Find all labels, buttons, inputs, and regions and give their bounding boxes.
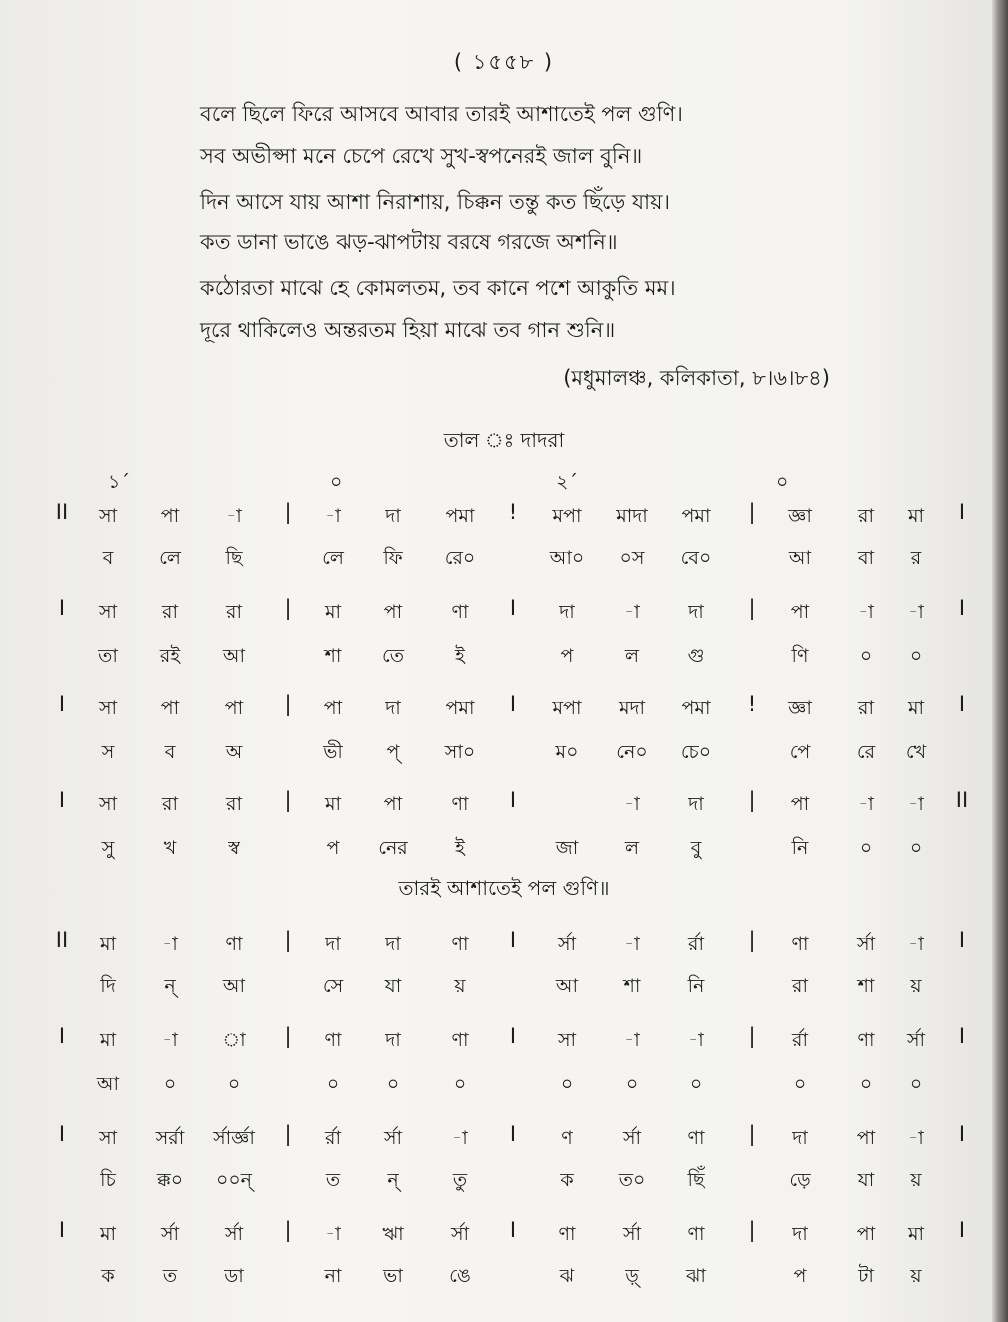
swara-note: -া <box>162 933 178 955</box>
swara-note: র্রা <box>792 1029 808 1051</box>
swara-note: পা <box>224 697 244 719</box>
lyric-syllable: জা <box>555 837 579 859</box>
lyric-syllable: প <box>560 645 574 667</box>
lyric-syllable: পে <box>789 741 811 763</box>
lyric-syllable: আ <box>788 547 812 569</box>
lyric-syllable: ডা <box>224 1265 244 1287</box>
lyric-syllable: দি <box>100 975 116 997</box>
verse-line: বলে ছিলে ফিরে আসবে আবার তারই আশাতেই পল গুণি। <box>200 102 683 126</box>
taal-marks <box>0 468 1008 492</box>
swara-note: সা <box>98 1127 118 1149</box>
lyric-syllable: ভী <box>323 741 343 763</box>
lyric-syllable: ই <box>455 645 465 667</box>
lyric-syllable: রে <box>856 741 876 763</box>
barline: ! <box>508 500 518 524</box>
lyric-syllable: স <box>101 741 115 763</box>
lyric-syllable: আ <box>222 645 246 667</box>
barline-start: I <box>58 596 66 620</box>
swara-note: রা <box>162 601 178 623</box>
lyric-syllable: ব <box>164 741 176 763</box>
lyric-syllable: ০ <box>689 1073 703 1095</box>
verse-line: কঠোরতা মাঝে হে কোমলতম, তব কানে পশে আকুতি মম। <box>200 276 676 300</box>
verse-line: দিন আসে যায় আশা নিরাশায়, চিক্কন তন্তু কত ছিঁড়ে যায়। <box>200 190 671 214</box>
lyric-syllable: য় <box>910 1169 922 1191</box>
barline-end: II <box>955 788 969 812</box>
lyric-syllable: বা <box>857 547 875 569</box>
verse-line: কত ডানা ভাঙে ঝড়-ঝাপটায় বরষে গরজে অশনি॥ <box>200 230 618 254</box>
lyric-syllable: নি <box>687 975 705 997</box>
swara-note: র্সা <box>450 1223 470 1245</box>
lyric-syllable: ঝ <box>559 1265 575 1287</box>
swara-note: মপা <box>552 505 582 527</box>
lyric-syllable: ক্ক০ <box>156 1169 184 1191</box>
swara-note: -া <box>908 1127 924 1149</box>
swara-note: দা <box>688 601 704 623</box>
swara-note: রা <box>226 601 242 623</box>
swara-note: মপা <box>552 697 582 719</box>
refrain-line: তারই আশাতেই পল গুণি॥ <box>398 876 610 900</box>
swara-note: পা <box>160 505 180 527</box>
barline: | <box>284 788 292 812</box>
lyric-syllable: ০ <box>859 645 873 667</box>
swara-note: মা <box>99 1223 117 1245</box>
lyric-syllable: ০ <box>909 645 923 667</box>
swara-note: জ্ঞা <box>788 505 812 527</box>
swara-note: ণা <box>857 1029 875 1051</box>
swara-note: র্সার্জ্ঞা <box>213 1127 255 1149</box>
swara-note: র্সা <box>383 1127 403 1149</box>
swara-note: র্সা <box>622 1223 642 1245</box>
swara-note: র্সা <box>906 1029 926 1051</box>
barline: I <box>509 596 517 620</box>
lyric-syllable: প <box>793 1265 807 1287</box>
swara-note: -া <box>908 793 924 815</box>
barline-end: I <box>958 1218 966 1242</box>
swara-note: র্সা <box>622 1127 642 1149</box>
swara-note: -া <box>908 933 924 955</box>
swara-note: সা <box>98 793 118 815</box>
lyric-syllable: ল <box>624 837 640 859</box>
barline: I <box>509 692 517 716</box>
taal-mark: ০ <box>776 471 789 493</box>
barline: I <box>509 1024 517 1048</box>
lyric-syllable: ০ <box>560 1073 574 1095</box>
swara-note: পমা <box>681 697 711 719</box>
swara-note: দা <box>385 697 401 719</box>
lyric-syllable: ০ <box>793 1073 807 1095</box>
swara-note: দা <box>385 505 401 527</box>
swara-note: সা <box>98 601 118 623</box>
barline-end: I <box>958 692 966 716</box>
swara-note: ঋা <box>382 1223 404 1245</box>
lyric-syllable: টা <box>858 1265 874 1287</box>
lyric-syllable: র <box>910 547 922 569</box>
barline: | <box>748 1024 756 1048</box>
swara-note: সা <box>98 697 118 719</box>
swara-note: ণা <box>451 601 469 623</box>
swara-note: দা <box>792 1127 808 1149</box>
swara-note: দা <box>559 601 575 623</box>
swara-note: মা <box>99 933 117 955</box>
swara-note: পা <box>790 601 810 623</box>
barline-start: I <box>58 1218 66 1242</box>
taal-heading: তাল ঃ দাদরা <box>443 428 565 452</box>
lyric-syllable: নি <box>791 837 809 859</box>
lyric-syllable: ০ <box>326 1073 340 1095</box>
swara-note: সর্রা <box>155 1127 185 1149</box>
barline: | <box>284 692 292 716</box>
lyric-syllable: ০ <box>909 837 923 859</box>
lyric-syllable: আ০ <box>549 547 585 569</box>
lyric-syllable: আ <box>555 975 579 997</box>
lyric-syllable: ফি <box>383 547 403 569</box>
swara-note: রা <box>162 793 178 815</box>
lyric-syllable: ০ <box>859 837 873 859</box>
swara-note: মা <box>907 1223 925 1245</box>
lyric-syllable: শা <box>324 645 342 667</box>
swara-note: -া <box>858 601 874 623</box>
barline-end: I <box>958 596 966 620</box>
swara-note: ণা <box>451 933 469 955</box>
swara-note: -া <box>624 601 640 623</box>
verse-line: দূরে থাকিলেও অন্তরতম হিয়া মাঝে তব গান শুনি॥ <box>200 318 616 342</box>
swara-note: -া <box>226 505 242 527</box>
barline: | <box>748 928 756 952</box>
barline: | <box>748 500 756 524</box>
swara-note: মা <box>907 505 925 527</box>
lyric-syllable: না <box>324 1265 342 1287</box>
lyric-syllable: চে০ <box>680 741 712 763</box>
swara-note: -া <box>624 1029 640 1051</box>
barline: | <box>284 928 292 952</box>
lyric-syllable: রে০ <box>444 547 476 569</box>
barline: | <box>284 1024 292 1048</box>
lyric-syllable: ত <box>162 1265 178 1287</box>
swara-note: মা <box>907 697 925 719</box>
swara-note: র্সা <box>224 1223 244 1245</box>
barline: ! <box>747 692 757 716</box>
lyric-syllable: ব <box>102 547 114 569</box>
lyric-syllable: ত০ <box>618 1169 646 1191</box>
lyric-syllable: সা০ <box>444 741 476 763</box>
lyric-syllable: গু <box>687 645 705 667</box>
lyric-syllable: সে <box>322 975 344 997</box>
lyric-syllable: ০০ন্ <box>215 1169 253 1191</box>
swara-note: দা <box>385 1029 401 1051</box>
swara-note: দা <box>325 933 341 955</box>
lyric-syllable: ক <box>101 1265 115 1287</box>
swara-note: জ্ঞা <box>788 697 812 719</box>
lyric-syllable: প্ <box>386 741 400 763</box>
swara-note: দা <box>792 1223 808 1245</box>
swara-note: পা <box>160 697 180 719</box>
taal-mark: ০ <box>330 471 343 493</box>
swara-note: -া <box>908 601 924 623</box>
swara-note: া <box>222 1029 246 1051</box>
lyric-syllable: ড়্ <box>625 1265 639 1287</box>
lyric-syllable: রা <box>792 975 808 997</box>
swara-note: -া <box>624 793 640 815</box>
swara-note: পা <box>856 1223 876 1245</box>
lyric-syllable: খ <box>163 837 177 859</box>
swara-note: পমা <box>681 505 711 527</box>
swara-note: সা <box>557 1029 577 1051</box>
swara-note: ণা <box>687 1223 705 1245</box>
swara-note: দা <box>688 793 704 815</box>
lyric-syllable: ম০ <box>555 741 579 763</box>
swara-note: র্সা <box>856 933 876 955</box>
swara-note: পা <box>856 1127 876 1149</box>
swara-note: র্সা <box>160 1223 180 1245</box>
lyric-syllable: লে <box>322 547 344 569</box>
swara-note: ণ <box>561 1127 573 1149</box>
lyric-syllable: য় <box>454 975 466 997</box>
barline: | <box>748 1122 756 1146</box>
lyric-syllable: অ <box>225 741 243 763</box>
lyric-syllable: ০ <box>625 1073 639 1095</box>
swara-note: ণা <box>225 933 243 955</box>
swara-note: রা <box>226 793 242 815</box>
barline-start: I <box>58 1122 66 1146</box>
lyric-syllable: যা <box>384 975 402 997</box>
barline: | <box>284 1218 292 1242</box>
lyric-syllable: সু <box>101 837 115 859</box>
lyric-syllable: স্ব <box>228 837 240 859</box>
lyric-syllable: ০ <box>386 1073 400 1095</box>
barline: I <box>509 928 517 952</box>
lyric-syllable: ক <box>560 1169 574 1191</box>
lyric-syllable: ০ <box>163 1073 177 1095</box>
swara-note: ণা <box>324 1029 342 1051</box>
swara-note: রা <box>858 505 874 527</box>
lyric-syllable: প <box>326 837 340 859</box>
swara-note: ণা <box>687 1127 705 1149</box>
barline-start: I <box>58 788 66 812</box>
lyric-syllable: আ <box>222 975 246 997</box>
swara-note: পা <box>383 601 403 623</box>
lyric-syllable: ঙে <box>449 1265 471 1287</box>
verse-line: সব অভীপ্সা মনে চেপে রেখে সুখ-স্বপনেরই জাল বুনি॥ <box>200 144 643 168</box>
barline: | <box>748 788 756 812</box>
barline-end: I <box>958 1122 966 1146</box>
barline-end: I <box>958 928 966 952</box>
lyric-syllable: বু <box>690 837 702 859</box>
lyric-syllable: শা <box>623 975 641 997</box>
swara-note: -া <box>688 1029 704 1051</box>
swara-note: সা <box>98 505 118 527</box>
lyric-syllable: ০ <box>227 1073 241 1095</box>
lyric-syllable: ঝা <box>686 1265 706 1287</box>
swara-note: -া <box>325 1223 341 1245</box>
lyric-syllable: ০স <box>619 547 645 569</box>
swara-note: মাদা <box>616 505 648 527</box>
swara-note: -া <box>858 793 874 815</box>
lyric-syllable: ন্ <box>164 975 176 997</box>
barline: | <box>748 1218 756 1242</box>
lyric-syllable: য় <box>910 975 922 997</box>
swara-note: -া <box>162 1029 178 1051</box>
lyric-syllable: তু <box>452 1169 468 1191</box>
lyric-syllable: ভা <box>383 1265 403 1287</box>
lyric-syllable: ড়ে <box>789 1169 811 1191</box>
barline: | <box>284 500 292 524</box>
lyric-syllable: নে০ <box>616 741 648 763</box>
swara-note: পমা <box>445 697 475 719</box>
lyric-syllable: বে০ <box>680 547 712 569</box>
swara-note: -া <box>325 505 341 527</box>
barline-start: I <box>58 1024 66 1048</box>
swara-note: মদা <box>618 697 646 719</box>
lyric-syllable: ছিঁ <box>687 1169 705 1191</box>
swara-note: -া <box>624 933 640 955</box>
barline: | <box>748 596 756 620</box>
page-edge-shadow <box>992 0 1008 1322</box>
swara-note: পমা <box>445 505 475 527</box>
lyric-syllable: ই <box>455 837 465 859</box>
swara-note: র্সা <box>557 933 577 955</box>
swara-note: মা <box>324 601 342 623</box>
swara-note: -া <box>452 1127 468 1149</box>
lyric-syllable: যা <box>857 1169 875 1191</box>
lyric-syllable: নের <box>378 837 408 859</box>
barline-end: I <box>958 1024 966 1048</box>
swara-note: রা <box>858 697 874 719</box>
barline: I <box>509 788 517 812</box>
barline: | <box>284 596 292 620</box>
lyric-syllable: ০ <box>909 1073 923 1095</box>
lyric-syllable: ন্ <box>387 1169 399 1191</box>
lyric-syllable: ল <box>624 645 640 667</box>
barline-start: I <box>58 692 66 716</box>
lyric-syllable: লে <box>159 547 181 569</box>
lyric-syllable: আ <box>96 1073 120 1095</box>
lyric-syllable: চি <box>100 1169 116 1191</box>
swara-note: মা <box>324 793 342 815</box>
lyric-syllable: ছি <box>225 547 243 569</box>
lyric-syllable: তা <box>98 645 118 667</box>
swara-note: পা <box>790 793 810 815</box>
credit-line: (মধুমালঞ্চ, কলিকাতা, ৮।৬।৮৪) <box>563 366 830 390</box>
barline: I <box>509 1218 517 1242</box>
lyric-syllable: য় <box>910 1265 922 1287</box>
lyric-syllable: খে <box>905 741 927 763</box>
taal-mark: ১´ <box>108 471 130 493</box>
lyric-syllable: ণি <box>791 645 809 667</box>
page-number: ( ১৫৫৮ ) <box>453 50 555 74</box>
lyric-syllable: শা <box>857 975 875 997</box>
swara-note: পা <box>383 793 403 815</box>
swara-note: র্রা <box>325 1127 341 1149</box>
taal-mark: ২´ <box>556 471 578 493</box>
barline-start: II <box>55 500 69 524</box>
lyric-syllable: ০ <box>453 1073 467 1095</box>
lyric-syllable: ০ <box>859 1073 873 1095</box>
swara-note: ণা <box>558 1223 576 1245</box>
swara-note: ণা <box>791 933 809 955</box>
barline-start: II <box>55 928 69 952</box>
swara-note: দা <box>385 933 401 955</box>
swara-note: পা <box>323 697 343 719</box>
swara-note: মা <box>99 1029 117 1051</box>
swara-note: র্রা <box>688 933 704 955</box>
swara-note: ণা <box>451 1029 469 1051</box>
barline: | <box>284 1122 292 1146</box>
barline: I <box>509 1122 517 1146</box>
lyric-syllable: ত <box>325 1169 341 1191</box>
barline-end: I <box>958 500 966 524</box>
lyric-syllable: তে <box>382 645 404 667</box>
lyric-syllable: রই <box>159 645 181 667</box>
swara-note: ণা <box>451 793 469 815</box>
